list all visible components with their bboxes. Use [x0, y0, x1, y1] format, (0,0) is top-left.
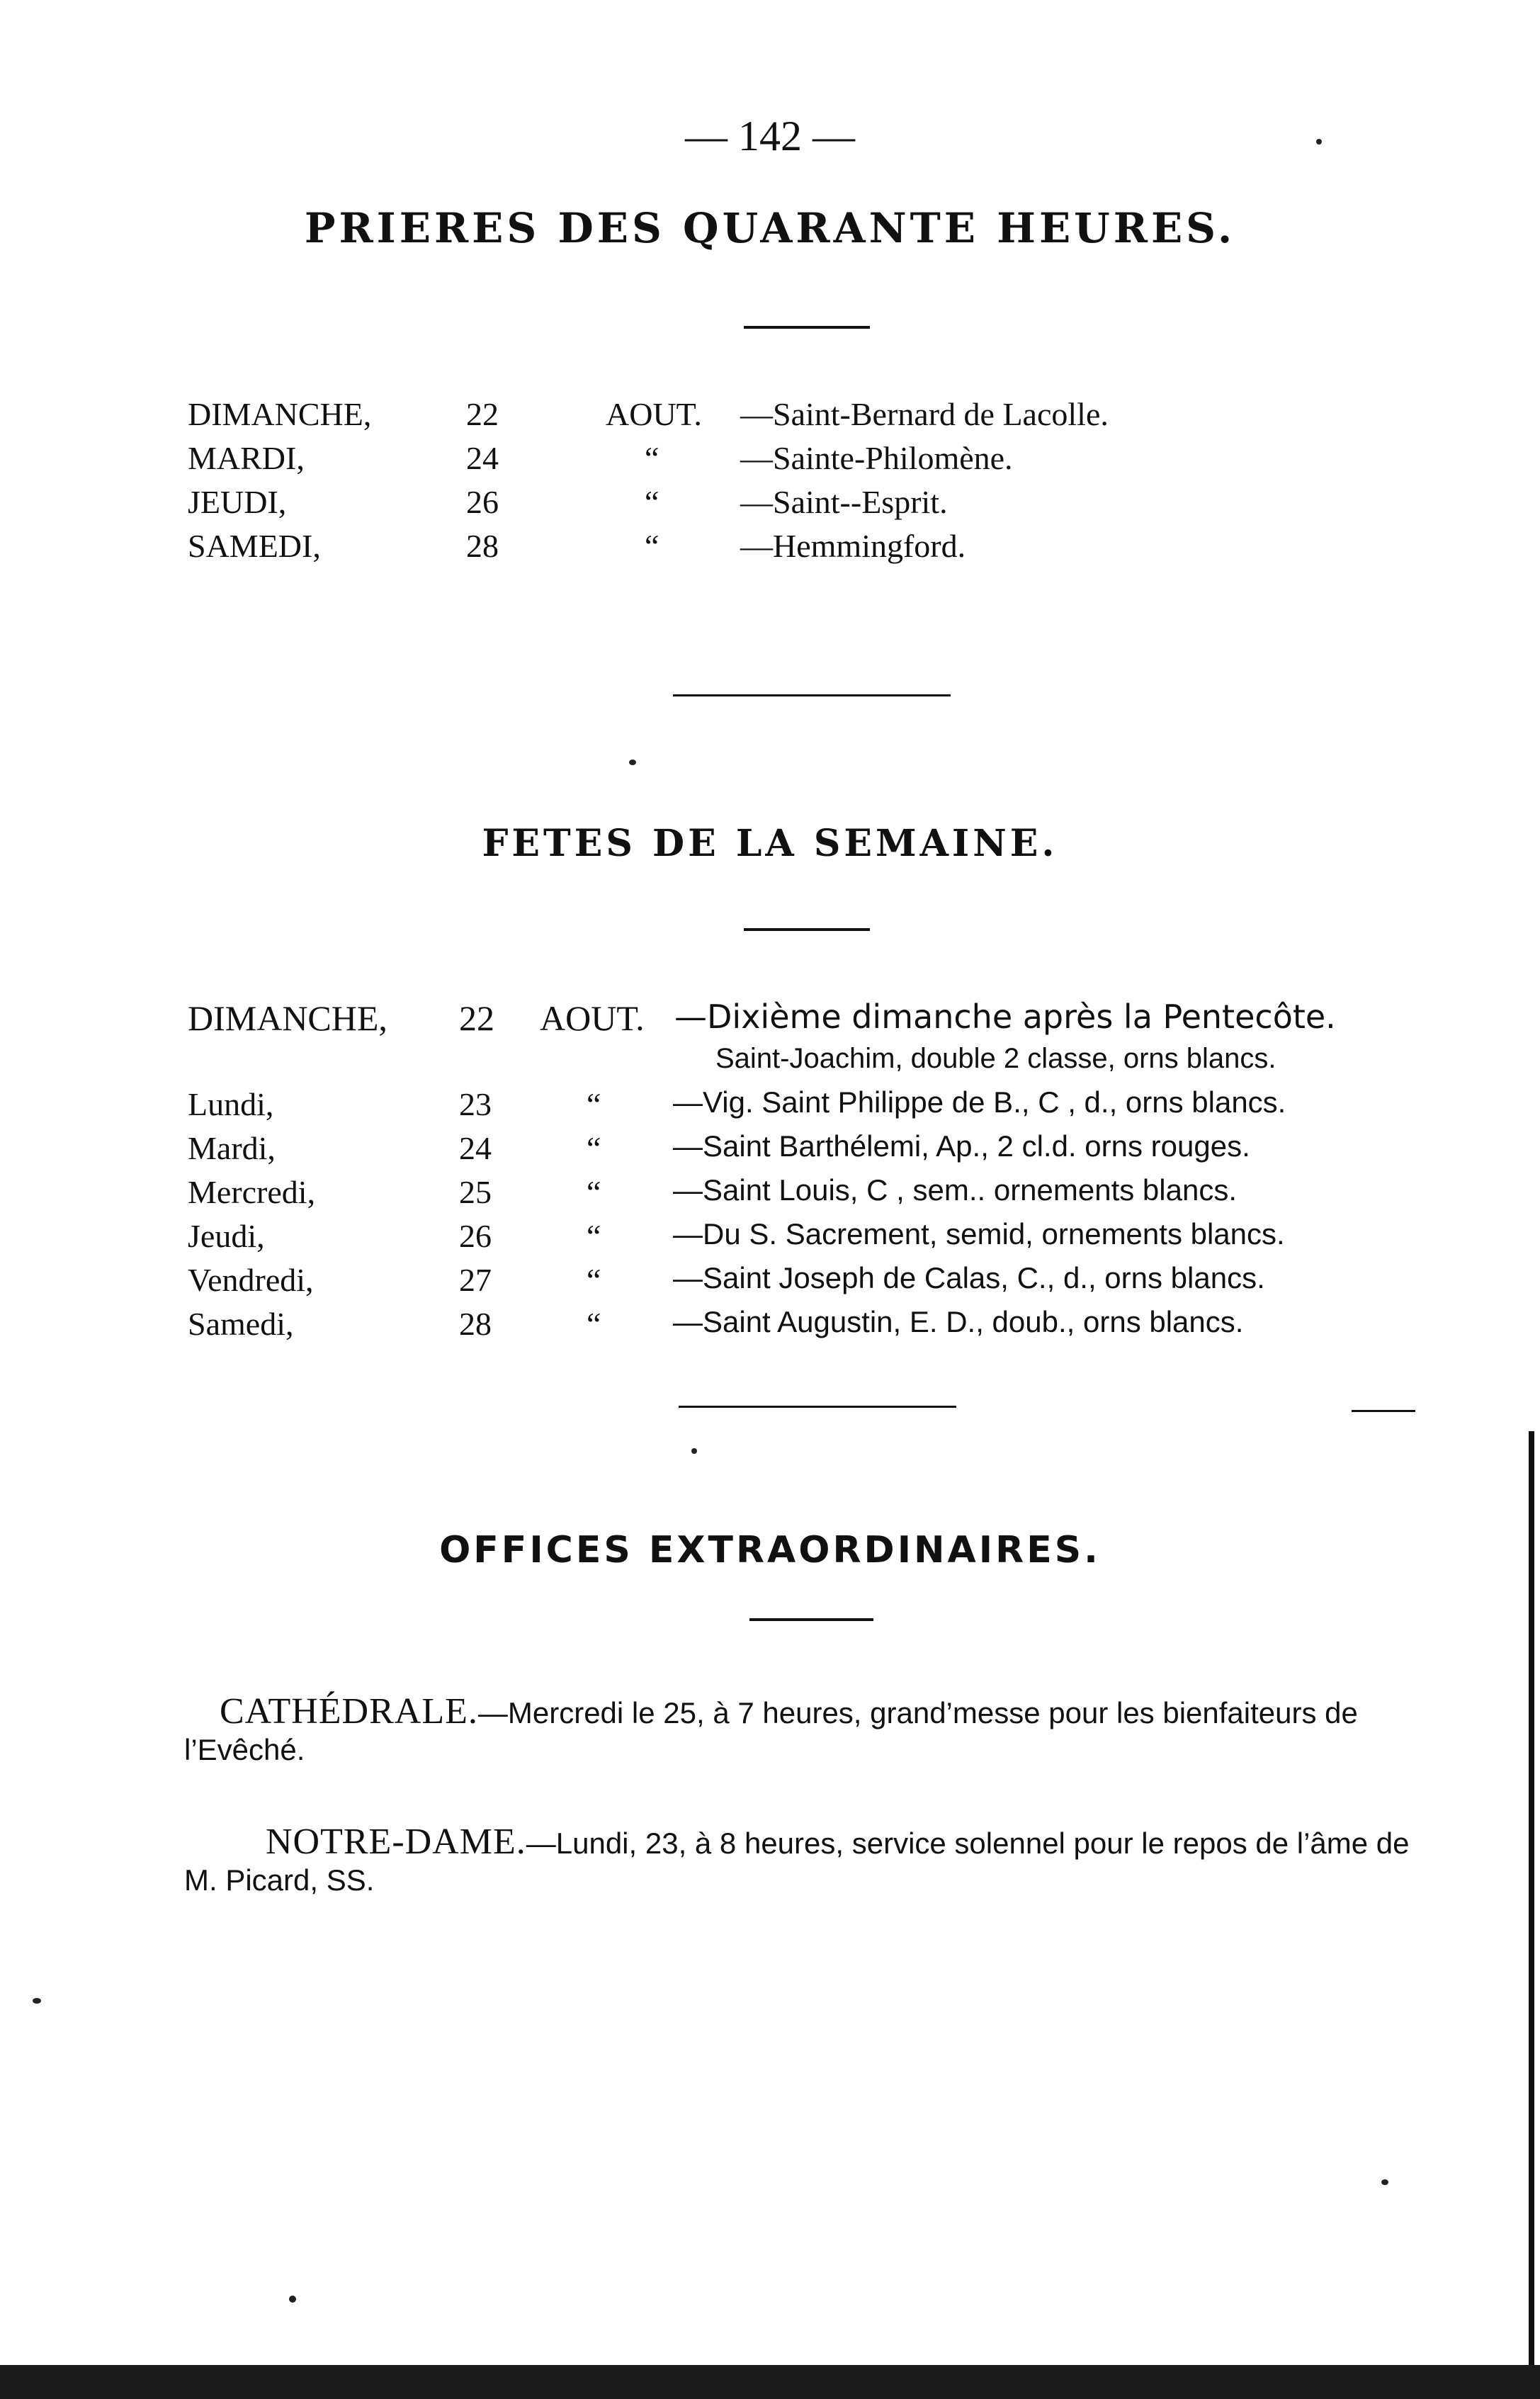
speck [33, 1998, 41, 2004]
feast-cell: —Saint Barthélemi, Ap., 2 cl.d. orns rouges. [673, 1129, 1250, 1163]
office-entry [184, 1824, 1410, 1899]
month-cell: “ [587, 1306, 601, 1342]
month-cell: “ [587, 1086, 601, 1122]
date-cell: 22 [459, 998, 494, 1038]
section-title-offices: OFFICES EXTRAORDINAIRES. [439, 1529, 1101, 1571]
page-number: — 142 — [685, 113, 855, 159]
section-title-fetes: FETES DE LA SEMAINE. [482, 822, 1058, 865]
divider [679, 1406, 956, 1408]
office-church-name: NOTRE-DAME. [266, 1822, 526, 1862]
feast-cell: —Saint Joseph de Calas, C., d., orns blancs. [673, 1261, 1265, 1294]
day-cell: Mardi, [188, 1130, 276, 1166]
month-cell: “ [587, 1262, 601, 1298]
month-cell: AOUT. [606, 396, 702, 432]
day-cell: JEUDI, [188, 484, 287, 520]
office-church-name: CATHÉDRALE. [220, 1691, 478, 1732]
feast-cell: —Saint Louis, C , sem.. ornements blancs. [673, 1173, 1238, 1207]
parish-cell: —Hemmingford. [740, 528, 966, 564]
feast-cell: —Du S. Sacrement, semid, ornements blancs. [673, 1217, 1285, 1251]
month-cell: “ [587, 1218, 601, 1254]
divider [744, 928, 870, 931]
feast-cell: —Saint Augustin, E. D., doub., orns blancs. [673, 1305, 1244, 1338]
parish-cell: —Sainte-Philomène. [740, 440, 1013, 476]
divider [1352, 1410, 1415, 1412]
scan-edge-right [1529, 1431, 1534, 2399]
divider [749, 1618, 873, 1621]
day-cell: DIMANCHE, [188, 396, 372, 432]
office-text: —Mercredi le 25, à 7 heures, grand’messe pour les bienfaiteurs de l’Evêché. [184, 1696, 1358, 1766]
day-cell: MARDI, [188, 440, 305, 476]
office-entry [184, 1693, 1410, 1768]
parish-cell: —Saint-Bernard de Lacolle. [740, 396, 1109, 432]
speck [1381, 2179, 1388, 2185]
date-cell: 26 [459, 1218, 492, 1254]
speck [1316, 139, 1322, 145]
divider [673, 694, 951, 696]
day-cell: Jeudi, [188, 1218, 265, 1254]
feast-subline: Saint-Joachim, double 2 classe, orns blancs. [715, 1043, 1276, 1074]
date-cell: 25 [459, 1174, 492, 1210]
month-cell: “ [587, 1130, 601, 1166]
date-cell: 22 [466, 396, 499, 432]
day-cell: Samedi, [188, 1306, 294, 1342]
scan-edge-bottom [0, 2365, 1540, 2399]
day-cell: SAMEDI, [188, 528, 321, 564]
day-cell: Vendredi, [188, 1262, 314, 1298]
date-cell: 28 [466, 528, 499, 564]
day-cell: Mercredi, [188, 1174, 316, 1210]
day-cell: DIMANCHE, [188, 998, 387, 1038]
parish-cell: —Saint--Esprit. [740, 484, 948, 520]
day-cell: Lundi, [188, 1086, 274, 1122]
section-title-quarante-heures: PRIERES DES QUARANTE HEURES. [304, 204, 1236, 252]
month-cell: AOUT. [540, 998, 645, 1038]
month-cell: “ [645, 484, 659, 520]
date-cell: 23 [459, 1086, 492, 1122]
month-cell: “ [645, 440, 659, 476]
divider [744, 326, 870, 329]
speck [629, 760, 636, 765]
date-cell: 24 [466, 440, 499, 476]
date-cell: 26 [466, 484, 499, 520]
month-cell: “ [587, 1174, 601, 1210]
office-text: —Lundi, 23, à 8 heures, service solennel pour le repos de l’âme de M. Picard, SS. [184, 1827, 1410, 1897]
speck [289, 2296, 296, 2303]
feast-cell: —Dixième dimanche après la Pentecôte. [674, 998, 1336, 1036]
date-cell: 24 [459, 1130, 492, 1166]
month-cell: “ [645, 528, 659, 564]
date-cell: 27 [459, 1262, 492, 1298]
date-cell: 28 [459, 1306, 492, 1342]
speck [691, 1448, 697, 1454]
feast-cell: —Vig. Saint Philippe de B., C , d., orns blancs. [673, 1085, 1286, 1119]
